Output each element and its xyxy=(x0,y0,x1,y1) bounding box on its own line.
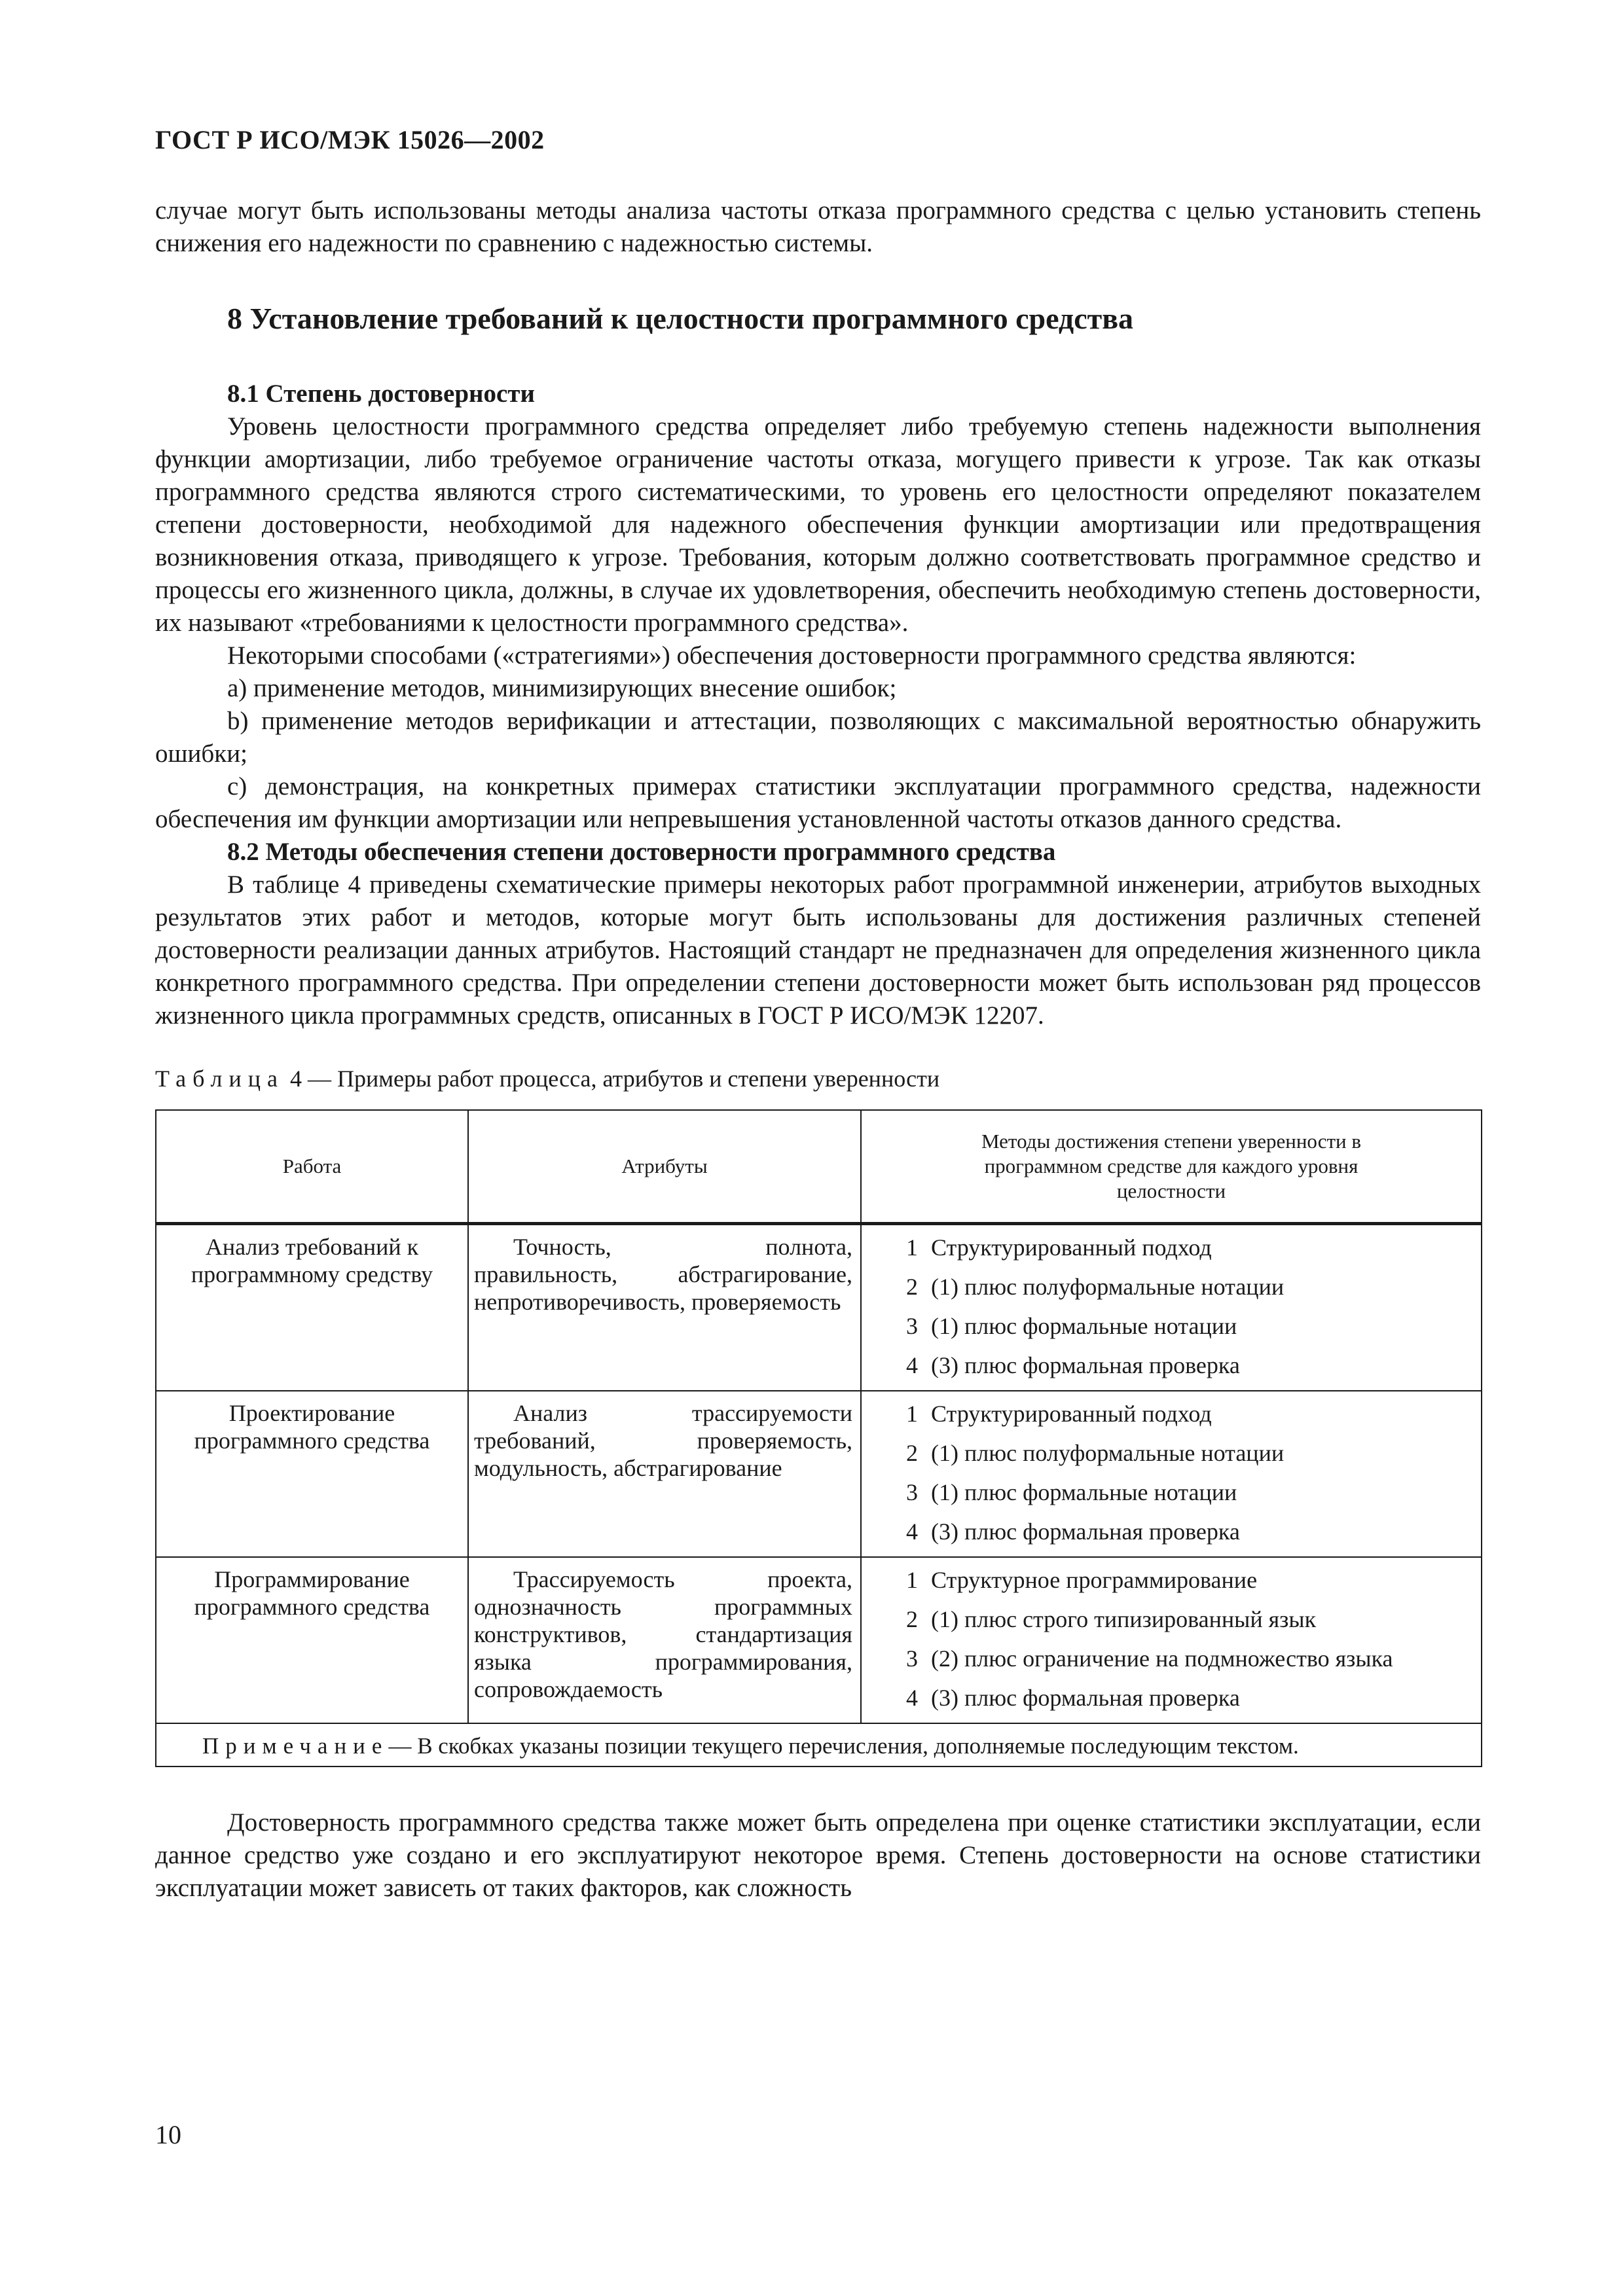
table-caption xyxy=(155,1064,1481,1094)
intro-paragraph: случае могут быть использованы методы анализа частоты отказа программного средства с целью установить степень снижения его надежности по сравнению с надежностью системы. xyxy=(155,196,1481,257)
table-note-text: — В скобках указаны позиции текущего перечисления, дополняемые последующим текстом. xyxy=(388,1733,1299,1759)
subsection-8-1-paragraph-1: Уровень целостности программного средства определяет либо требуемую степень надежности выполнения функции амортизации, либо требуемое ограничение частоты отказа, могущего привести к угрозе. Так как отказы программного средства являются строго систематическими, то уровень его целостности определяют показателем степени достоверности, необходимой для надежного обеспечения функции амортизации или предотвращения возникновения отказа, приводящего к угрозе. Требования, которым должно соответствовать программное средство и процессы его жизненного цикла, должны, в случае их удовлетворения, обеспечить необходимую степень достоверности, их называют «требованиями к целостности программного средства». xyxy=(155,412,1481,637)
list-item-b: b) применение методов верификации и аттестации, позволяющих с максимальной вероятностью обнаружить ошибки; xyxy=(155,707,1481,768)
row-2-attributes: Анализ трассируемости требований, проверяемость, модульность, абстрагирование xyxy=(468,1391,861,1557)
row-1-attributes: Точность, полнота, правильность, абстрагирование, непротиворечивость, проверяемость xyxy=(468,1224,861,1391)
method-item: 1 Структурированный подход xyxy=(906,1401,1212,1427)
page-number: 10 xyxy=(155,2120,181,2149)
row-2-methods xyxy=(861,1391,1482,1557)
row-3-attributes: Трассируемость проекта, однозначность программных конструктивов, стандартизация языка программирования, сопровождаемость xyxy=(468,1557,861,1723)
method-item: 2 (1) плюс полуформальные нотации xyxy=(906,1440,1285,1466)
table-note-row xyxy=(156,1723,1482,1767)
list-item-a: a) применение методов, минимизирующих внесение ошибок; xyxy=(227,674,897,702)
method-item: 1 Структурное программирование xyxy=(906,1567,1258,1593)
table-caption-text: 4 — Примеры работ процесса, атрибутов и степени уверенности xyxy=(289,1066,940,1092)
method-item: 3 (1) плюс формальные нотации xyxy=(906,1313,1237,1339)
method-item: 3 (1) плюс формальные нотации xyxy=(906,1479,1237,1505)
table-note xyxy=(156,1723,1482,1767)
method-item: 4 (3) плюс формальная проверка xyxy=(906,1685,1240,1711)
subsection-8-2-title: 8.2 Методы обеспечения степени достоверности программного средства xyxy=(227,838,1056,866)
method-item: 4 (3) плюс формальная проверка xyxy=(906,1518,1240,1545)
row-3-work: Программирование программного средства xyxy=(156,1557,468,1723)
header-methods-text: Методы достижения степени уверенности в программном средстве для каждого уровня целостности xyxy=(981,1130,1361,1202)
running-header: ГОСТ Р ИСО/МЭК 15026—2002 xyxy=(155,125,545,154)
table-note-label: Примечание xyxy=(202,1733,389,1759)
table-header-row xyxy=(156,1110,1482,1224)
row-2-work: Проектирование программного средства xyxy=(156,1391,468,1557)
header-work: Работа xyxy=(156,1110,468,1224)
row-1-methods xyxy=(861,1224,1482,1391)
subsection-8-1-paragraph-2: Некоторыми способами («стратегиями») обеспечения достоверности программного средства являются: xyxy=(227,641,1357,670)
section-8-title: 8 Установление требований к целостности программного средства xyxy=(227,302,1134,335)
subsection-8-1-title: 8.1 Степень достоверности xyxy=(227,380,535,408)
row-3-methods xyxy=(861,1557,1482,1723)
method-item: 3 (2) плюс ограничение на подмножество языка xyxy=(906,1645,1393,1672)
method-item: 1 Структурированный подход xyxy=(906,1234,1212,1261)
subsection-8-2-paragraph-1: В таблице 4 приведены схематические примеры некоторых работ программной инженерии, атрибутов выходных результатов этих работ и методов, которые могут быть использованы для достижения различных степеней достоверности реализации данных атрибутов. Настоящий стандарт не предназначен для определения жизненного цикла конкретного программного средства. При определении степени достоверности может быть использован ряд процессов жизненного цикла программных средств, описанных в ГОСТ Р ИСО/МЭК 12207. xyxy=(155,870,1481,1030)
table-row xyxy=(156,1557,1482,1723)
after-table-paragraph: Достоверность программного средства также может быть определена при оценке статистики эксплуатации, если данное средство уже создано и его эксплуатируют некоторое время. Степень достоверности на основе статистики эксплуатации может зависеть от таких факторов, как сложность xyxy=(155,1808,1481,1902)
table-caption-label: Таблица xyxy=(155,1066,284,1092)
examples-table xyxy=(155,1109,1482,1767)
method-item: 2 (1) плюс полуформальные нотации xyxy=(906,1274,1285,1300)
table-row xyxy=(156,1224,1482,1391)
header-methods xyxy=(861,1110,1482,1224)
row-1-work: Анализ требований к программному средству xyxy=(156,1224,468,1391)
header-attributes: Атрибуты xyxy=(468,1110,861,1224)
table-row xyxy=(156,1391,1482,1557)
document-page xyxy=(155,124,1481,1905)
method-item: 4 (3) плюс формальная проверка xyxy=(906,1352,1240,1378)
list-item-c: c) демонстрация, на конкретных примерах статистики эксплуатации программного средства, надежности обеспечения им функции амортизации или непревышения установленной частоты отказов данного средства. xyxy=(155,772,1481,833)
method-item: 2 (1) плюс строго типизированный язык xyxy=(906,1606,1317,1632)
